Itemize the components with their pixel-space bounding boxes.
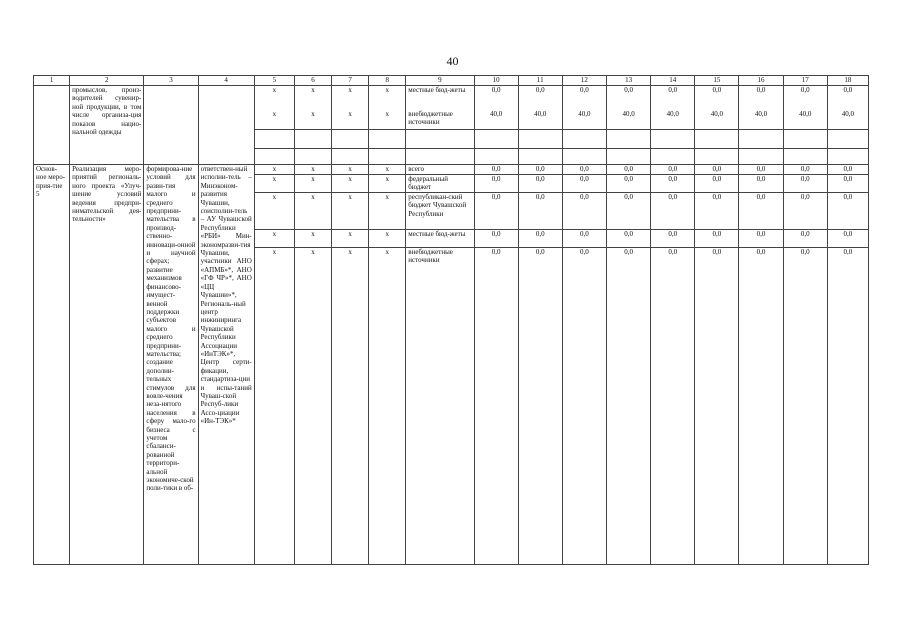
column-header-13: 13 [606,76,650,86]
column-header-6: 6 [294,76,331,86]
activity-mark-col6: x [294,175,331,193]
activity-mark-col5: x [254,230,294,248]
continuation-value-col14: 0,0 [651,86,695,106]
activity-value-col10: 0,0 [474,230,518,248]
activity-funding-source: федеральный бюджет [406,175,474,193]
activity-mark-col7: x [332,248,369,266]
activity-value-col13: 0,0 [606,248,650,266]
activity-value-col13: 0,0 [606,230,650,248]
tail-cell [406,266,474,565]
activity-value-col18: 0,0 [827,230,868,248]
tail-cell [294,266,331,565]
column-header-8: 8 [369,76,406,86]
activity-value-col13: 0,0 [606,165,650,175]
spacer-cell [474,149,518,165]
activity-mark-col7: x [332,165,369,175]
activity-value-col16: 0,0 [739,248,783,266]
activity-purpose: формирова-ние условий для разви-тия малого и среднего предприни-мательства в производ-ственно-инноваци-онной и научной сферах; развитие механизмов финансово-имущест-венной поддержки субъектов малого и среднего предприни-мательства; создание дополни-тельных стимулов для вовле-чения неза-нятого населения в сферу мало-го бизнеса с учетом сбаланси-рованной территори-альной экономиче-ской поли-тики в об- [144,165,198,565]
activity-value-col13: 0,0 [606,193,650,230]
activity-mark-col8: x [369,248,406,266]
column-header-7: 7 [332,76,369,86]
activity-mark-col5: x [254,175,294,193]
continuation-value-col10: 0,0 [474,86,518,106]
activity-value-col14: 0,0 [651,248,695,266]
tail-cell [606,266,650,565]
spacer-cell [332,149,369,165]
activity-value-col17: 0,0 [783,165,827,175]
budget-table [33,75,869,565]
activity-mark-col8: x [369,230,406,248]
activity-mark-col7: x [332,230,369,248]
continuation-mark-col5: x [254,110,294,130]
gap-cell [474,130,518,149]
activity-value-col18: 0,0 [827,248,868,266]
column-header-1: 1 [34,76,70,86]
activity-value-col12: 0,0 [562,230,606,248]
tail-cell [827,266,868,565]
tail-cell [332,266,369,565]
activity-value-col17: 0,0 [783,230,827,248]
activity-value-col10: 0,0 [474,175,518,193]
activity-mark-col8: x [369,165,406,175]
continuation-mark-col5: x [254,86,294,106]
continuation-mark-col8: x [369,110,406,130]
activity-mark-col8: x [369,193,406,230]
tail-cell [783,266,827,565]
activity-name: Реализация меро-приятий региональ-ного проекта «Улуч-шение условий ведения предпри-нимательской дея-тельности» [70,165,144,565]
continuation-mark-col7: x [332,110,369,130]
gap-cell [294,130,331,149]
activity-number: Основ-ное меро-прия-тие 5 [34,165,70,565]
spacer-cell [783,149,827,165]
activity-mark-col5: x [254,165,294,175]
activity-funding-source: внебюджетные источники [406,248,474,266]
spacer-cell [70,149,144,165]
continuation-value-col16: 40,0 [739,110,783,130]
column-header-10: 10 [474,76,518,86]
activity-value-col15: 0,0 [695,175,739,193]
activity-value-col14: 0,0 [651,193,695,230]
gap-cell [783,130,827,149]
gap-cell [518,130,562,149]
gap-cell [739,130,783,149]
continuation-value-col17: 0,0 [783,86,827,106]
activity-mark-col7: x [332,193,369,230]
tail-cell [474,266,518,565]
activity-value-col16: 0,0 [739,165,783,175]
activity-value-col18: 0,0 [827,193,868,230]
activity-value-col11: 0,0 [518,230,562,248]
tail-cell [695,266,739,565]
tail-cell [739,266,783,565]
spacer-cell [34,149,70,165]
continuation-measure: промыслов, произ-водителей сувенир-ной продукции, в том числе организа-ция показов нацио-нальной одежды [70,86,144,149]
gap-cell [254,130,294,149]
activity-mark-col6: x [294,165,331,175]
spacer-cell [254,149,294,165]
continuation-value-col10: 40,0 [474,110,518,130]
column-header-5: 5 [254,76,294,86]
gap-cell [651,130,695,149]
continuation-value-col11: 0,0 [518,86,562,106]
activity-mark-col6: x [294,193,331,230]
activity-value-col13: 0,0 [606,175,650,193]
activity-mark-col6: x [294,230,331,248]
activity-value-col15: 0,0 [695,193,739,230]
activity-value-col10: 0,0 [474,248,518,266]
column-header-14: 14 [651,76,695,86]
continuation-mark-col6: x [294,110,331,130]
activity-mark-col5: x [254,248,294,266]
activity-value-col16: 0,0 [739,230,783,248]
activity-value-col16: 0,0 [739,175,783,193]
activity-value-col15: 0,0 [695,165,739,175]
activity-funding-source: всего [406,165,474,175]
column-header-12: 12 [562,76,606,86]
activity-value-col17: 0,0 [783,175,827,193]
activity-mark-col7: x [332,175,369,193]
activity-value-col17: 0,0 [783,193,827,230]
activity-value-col14: 0,0 [651,230,695,248]
continuation-value-col13: 40,0 [606,110,650,130]
gap-cell [695,130,739,149]
tail-cell [518,266,562,565]
activity-mark-col5: x [254,193,294,230]
spacer-cell [695,149,739,165]
activity-funding-source: республикан-ский бюджет Чувашской Республики [406,193,474,230]
continuation-value-col11: 40,0 [518,110,562,130]
gap-cell [369,130,406,149]
column-header-2: 2 [70,76,144,86]
activity-value-col16: 0,0 [739,193,783,230]
continuation-funding-source: местные бюд-жеты [406,86,474,106]
column-header-18: 18 [827,76,868,86]
spacer-cell [827,149,868,165]
column-header-17: 17 [783,76,827,86]
column-header-16: 16 [739,76,783,86]
continuation-value-col17: 40,0 [783,110,827,130]
activity-value-col12: 0,0 [562,165,606,175]
activity-value-col12: 0,0 [562,193,606,230]
continuation-value-col18: 40,0 [827,110,868,130]
continuation-col4 [198,86,254,149]
activity-value-col18: 0,0 [827,175,868,193]
tail-cell [562,266,606,565]
spacer-cell [294,149,331,165]
activity-value-col18: 0,0 [827,165,868,175]
tail-cell [369,266,406,565]
continuation-value-col18: 0,0 [827,86,868,106]
column-header-11: 11 [518,76,562,86]
column-header-3: 3 [144,76,198,86]
activity-value-col11: 0,0 [518,248,562,266]
gap-cell [332,130,369,149]
spacer-cell [369,149,406,165]
activity-value-col10: 0,0 [474,193,518,230]
activity-executors: ответствен-ный исполни-тель – Минэконом-развития Чувашии, соисполни-тель – АУ Чувашской Республики «РБИ» Мин-экономразви-тия Чувашии, участники АНО «АПМБ»*, АНО «ГФ ЧР»*, АНО «ЦЦ Чувашии»*, Региональ-ный центр инжиниринга Чувашской Республики Ассоциации «ИнТЭК»*, Центр серти-фикации, стандартиза-ции и испы-таний Чуваш-ской Респуб-лики Ассо-циации «Ин-ТЭК»* [198,165,254,565]
continuation-value-col12: 0,0 [562,86,606,106]
gap-cell [562,130,606,149]
continuation-col3 [144,86,198,149]
activity-value-col11: 0,0 [518,175,562,193]
spacer-cell [144,149,198,165]
spacer-cell [739,149,783,165]
activity-value-col10: 0,0 [474,165,518,175]
gap-cell [827,130,868,149]
continuation-row [34,86,869,106]
table-body [34,76,869,565]
column-header-15: 15 [695,76,739,86]
activity-funding-source: местные бюд-жеты [406,230,474,248]
spacer-cell [518,149,562,165]
continuation-value-col15: 0,0 [695,86,739,106]
continuation-value-col14: 40,0 [651,110,695,130]
spacer-cell [562,149,606,165]
column-header-4: 4 [198,76,254,86]
spacer-cell [606,149,650,165]
continuation-mark-col7: x [332,86,369,106]
activity-mark-col6: x [294,248,331,266]
tail-cell [254,266,294,565]
gap-cell [406,130,474,149]
activity-row [34,165,869,175]
activity-value-col12: 0,0 [562,248,606,266]
column-header-9: 9 [406,76,474,86]
activity-value-col15: 0,0 [695,248,739,266]
continuation-col1 [34,86,70,149]
activity-value-col11: 0,0 [518,193,562,230]
continuation-mark-col6: x [294,86,331,106]
spacer-cell [406,149,474,165]
tail-cell [651,266,695,565]
block-spacer [34,149,869,165]
activity-value-col14: 0,0 [651,175,695,193]
gap-cell [606,130,650,149]
header-row [34,76,869,86]
activity-value-col14: 0,0 [651,165,695,175]
activity-value-col15: 0,0 [695,230,739,248]
spacer-cell [651,149,695,165]
activity-value-col12: 0,0 [562,175,606,193]
continuation-value-col13: 0,0 [606,86,650,106]
activity-value-col17: 0,0 [783,248,827,266]
spacer-cell [198,149,254,165]
continuation-value-col15: 40,0 [695,110,739,130]
activity-mark-col8: x [369,175,406,193]
page-number: 40 [446,54,459,68]
continuation-value-col16: 0,0 [739,86,783,106]
continuation-value-col12: 40,0 [562,110,606,130]
continuation-mark-col8: x [369,86,406,106]
activity-value-col11: 0,0 [518,165,562,175]
continuation-funding-source: внебюджетные источники [406,110,474,130]
